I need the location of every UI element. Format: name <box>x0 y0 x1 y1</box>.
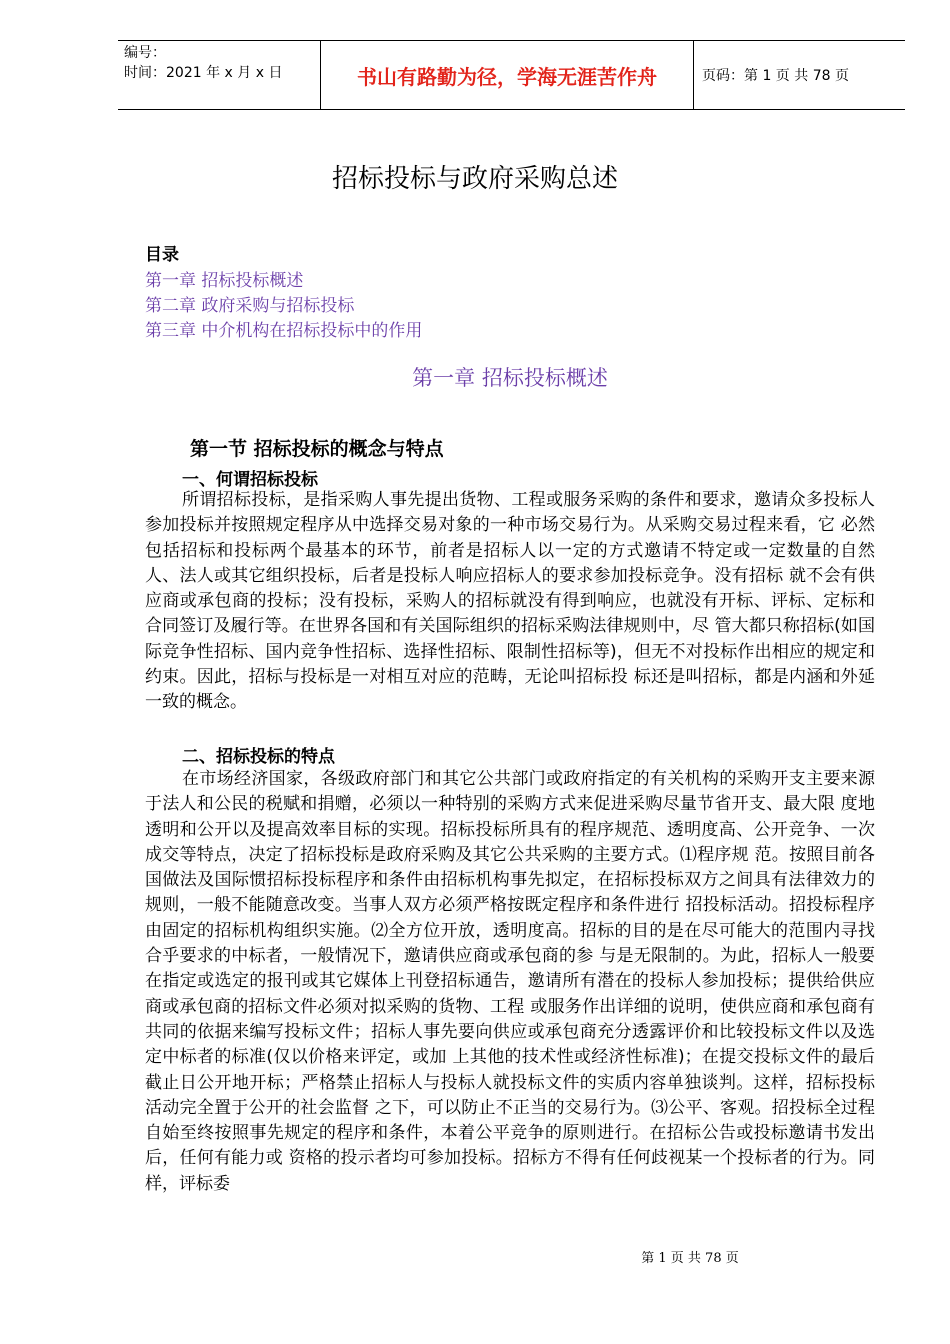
document-time: 时间：2021 年 x 月 x 日 <box>124 65 283 81</box>
paragraph-2: 在市场经济国家，各级政府部门和其它公共部门或政府指定的有关机构的采购开支主要来源于法人和公民的税赋和捐赠，必须以一种特别的采购方式来促进采购尽量节省开支、最大限 度地透明和公开以及提高效率目标的实现。招标投标所具有的程序规范、透明度高、公开竞争、一次成交等特点，决定了招标投标是政府采购及其它公共采购的主要方式。⑴程序规 范。按照目前各国做法及国际惯招标投标程序和条件由招标机构事先拟定，在招标投标双方之间具有法律效力的规则，一般不能随意改变。当事人双方必须严格按既定程序和条件进行 招投标活动。招投标程序由固定的招标机构组织实施。⑵全方位开放，透明度高。招标的目的是在尽可能大的范围内寻找合乎要求的中标者，一般情况下，邀请供应商或承包商的参 与是无限制的。为此，招标人一般要在指定或选定的报刊或其它媒体上刊登招标通告，邀请所有潜在的投标人参加投标；提供给供应商或承包商的招标文件必须对拟采购的货物、工程 或服务作出详细的说明，使供应商和承包商有共同的依据来编写投标文件；招标人事先要向供应或承包商充分透露评价和比较投标文件以及选定中标者的标准(仅以价格来评定，或加 上其他的技术性或经济性标准)；在提交投标文件的最后截止日公开地开标；严格禁止招标人与投标人就投标文件的实质内容单独谈判。这样，招标投标活动完全置于公开的社会监督 之下，可以防止不正当的交易行为。⑶公平、客观。招投标全过程自始至终按照事先规定的程序和条件，本着公平竞争的原则进行。在招标公告或投标邀请书发出后，任何有能力或 资格的投示者均可参加投标。招标方不得有任何歧视某一个投标者的行为。同样，评标委 <box>145 769 875 1194</box>
header-page-info: 页码：第 1 页 共 78 页 <box>702 68 849 84</box>
paragraph-1: 所谓招标投标，是指采购人事先提出货物、工程或服务采购的条件和要求，邀请众多投标人参加投标并按照规定程序从中选择交易对象的一种市场交易行为。从采购交易过程来看，它 必然包括招标和投标两个最基本的环节，前者是招标人以一定的方式邀请不特定或一定数量的自然人、法人或其它组织投标，后者是投标人响应招标人的要求参加投标竞争。没有招标 就不会有供应商或承包商的投标；没有投标，采购人的招标就没有得到响应，也就没有开标、评标、定标和合同签订及履行等。在世界各国和有关国际组织的招标采购法律规则中，尽 管大都只称招标(如国际竞争性招标、国内竞争性招标、选择性招标、限制性招标等)，但无不对投标作出相应的规定和约束。因此，招标与投标是一对相互对应的范畴，无论叫招标投 标还是叫招标，都是内涵和外延一致的概念。 <box>145 490 875 713</box>
subheading-1: 一、何谓招标投标 <box>182 470 318 490</box>
chapter-title: 第一章 招标投标概述 <box>412 366 608 390</box>
section-title: 第一节 招标投标的概念与特点 <box>190 438 444 460</box>
toc-item-chapter-3[interactable]: 第三章 中介机构在招标投标中的作用 <box>145 321 423 341</box>
toc-item-chapter-1[interactable]: 第一章 招标投标概述 <box>145 271 304 291</box>
toc-heading: 目录 <box>145 245 179 265</box>
toc-item-chapter-2[interactable]: 第二章 政府采购与招标投标 <box>145 296 355 316</box>
page-footer: 第 1 页 共 78 页 <box>641 1251 739 1266</box>
header-meta <box>118 41 320 109</box>
document-number-label: 编号： <box>124 45 166 61</box>
page-header <box>118 40 905 110</box>
header-motto: 书山有路勤为径，学海无涯苦作舟 <box>320 41 694 109</box>
document-title: 招标投标与政府采购总述 <box>331 164 618 194</box>
subheading-2: 二、招标投标的特点 <box>182 747 335 767</box>
